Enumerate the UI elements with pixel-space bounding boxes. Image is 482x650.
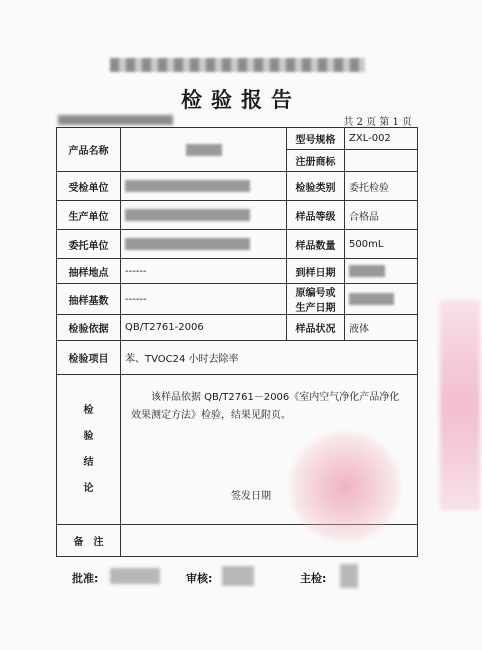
items-label: 检验项目 — [57, 341, 121, 375]
row-items — [57, 341, 418, 375]
sampling-base-value: ------ — [121, 284, 287, 315]
model-value: ZXL-002 — [345, 128, 418, 150]
row-manufacturer — [57, 201, 418, 230]
row-client — [57, 230, 418, 259]
quantity-label: 样品数量 — [287, 230, 345, 259]
sampling-base-label: 抽样基数 — [57, 284, 121, 315]
sampling-place-value: ------ — [121, 259, 287, 284]
inspector-label: 主检: — [300, 572, 327, 585]
client-label: 委托单位 — [57, 230, 121, 259]
trademark-label: 注册商标 — [287, 150, 345, 172]
conclusion-label — [57, 375, 121, 525]
basis-label: 检验依据 — [57, 315, 121, 341]
grade-label: 样品等级 — [287, 201, 345, 230]
original-no-label-line2: 生产日期 — [295, 303, 336, 314]
remarks-label: 备 注 — [57, 525, 121, 557]
conclusion-char-1: 检 — [83, 404, 94, 416]
conclusion-char-2: 验 — [83, 430, 94, 442]
row-sampling-place — [57, 259, 418, 284]
state-label: 样品状况 — [287, 315, 345, 341]
grade-value: 合格品 — [345, 201, 418, 230]
inspection-type-label: 检验类别 — [287, 172, 345, 201]
product-name-label: 产品名称 — [57, 128, 121, 172]
trademark-value — [345, 150, 418, 172]
reviewer-signature-redacted — [222, 566, 254, 586]
quantity-value: 500mL — [345, 230, 418, 259]
original-no-label-line1: 原编号或 — [295, 288, 336, 299]
page-info: 共 2 页 第 1 页 — [343, 117, 412, 128]
product-name-value — [121, 128, 287, 172]
row-basis — [57, 315, 418, 341]
approver-signature-redacted — [110, 568, 160, 584]
sampling-place-label: 抽样地点 — [57, 259, 121, 284]
basis-value: QB/T2761-2006 — [121, 315, 287, 341]
conclusion-text: 该样品依据 QB/T2761－2006《室内空气净化产品净化效果测定方法》检验，结果见附页。 — [131, 392, 400, 421]
reviewer-label: 审核: — [186, 572, 213, 585]
arrival-date-value — [345, 259, 418, 284]
row-inspected-unit — [57, 172, 418, 201]
arrival-date-label: 到样日期 — [287, 259, 345, 284]
report-title: 检验报告 — [181, 87, 301, 112]
items-value: 苯、TVOC24 小时去除率 — [121, 341, 418, 375]
issue-date-label: 签发日期 — [231, 491, 271, 502]
inspected-unit-value — [121, 172, 287, 201]
side-seal — [440, 300, 480, 510]
inspector-signature-redacted — [340, 564, 358, 588]
original-no-label — [287, 284, 345, 315]
state-value: 液体 — [345, 315, 418, 341]
client-value — [121, 230, 287, 259]
report-number-redacted — [58, 115, 173, 125]
approver-label: 批准: — [72, 572, 99, 585]
conclusion-char-4: 论 — [83, 482, 94, 494]
manufacturer-value — [121, 201, 287, 230]
row-product — [57, 128, 418, 150]
manufacturer-label: 生产单位 — [57, 201, 121, 230]
inspected-unit-label: 受检单位 — [57, 172, 121, 201]
conclusion-char-3: 结 — [83, 456, 94, 468]
original-no-value — [345, 284, 418, 315]
official-seal — [290, 432, 400, 542]
lab-name-redacted — [110, 58, 365, 72]
model-label: 型号规格 — [287, 128, 345, 150]
row-sampling-base — [57, 284, 418, 315]
inspection-type-value: 委托检验 — [345, 172, 418, 201]
